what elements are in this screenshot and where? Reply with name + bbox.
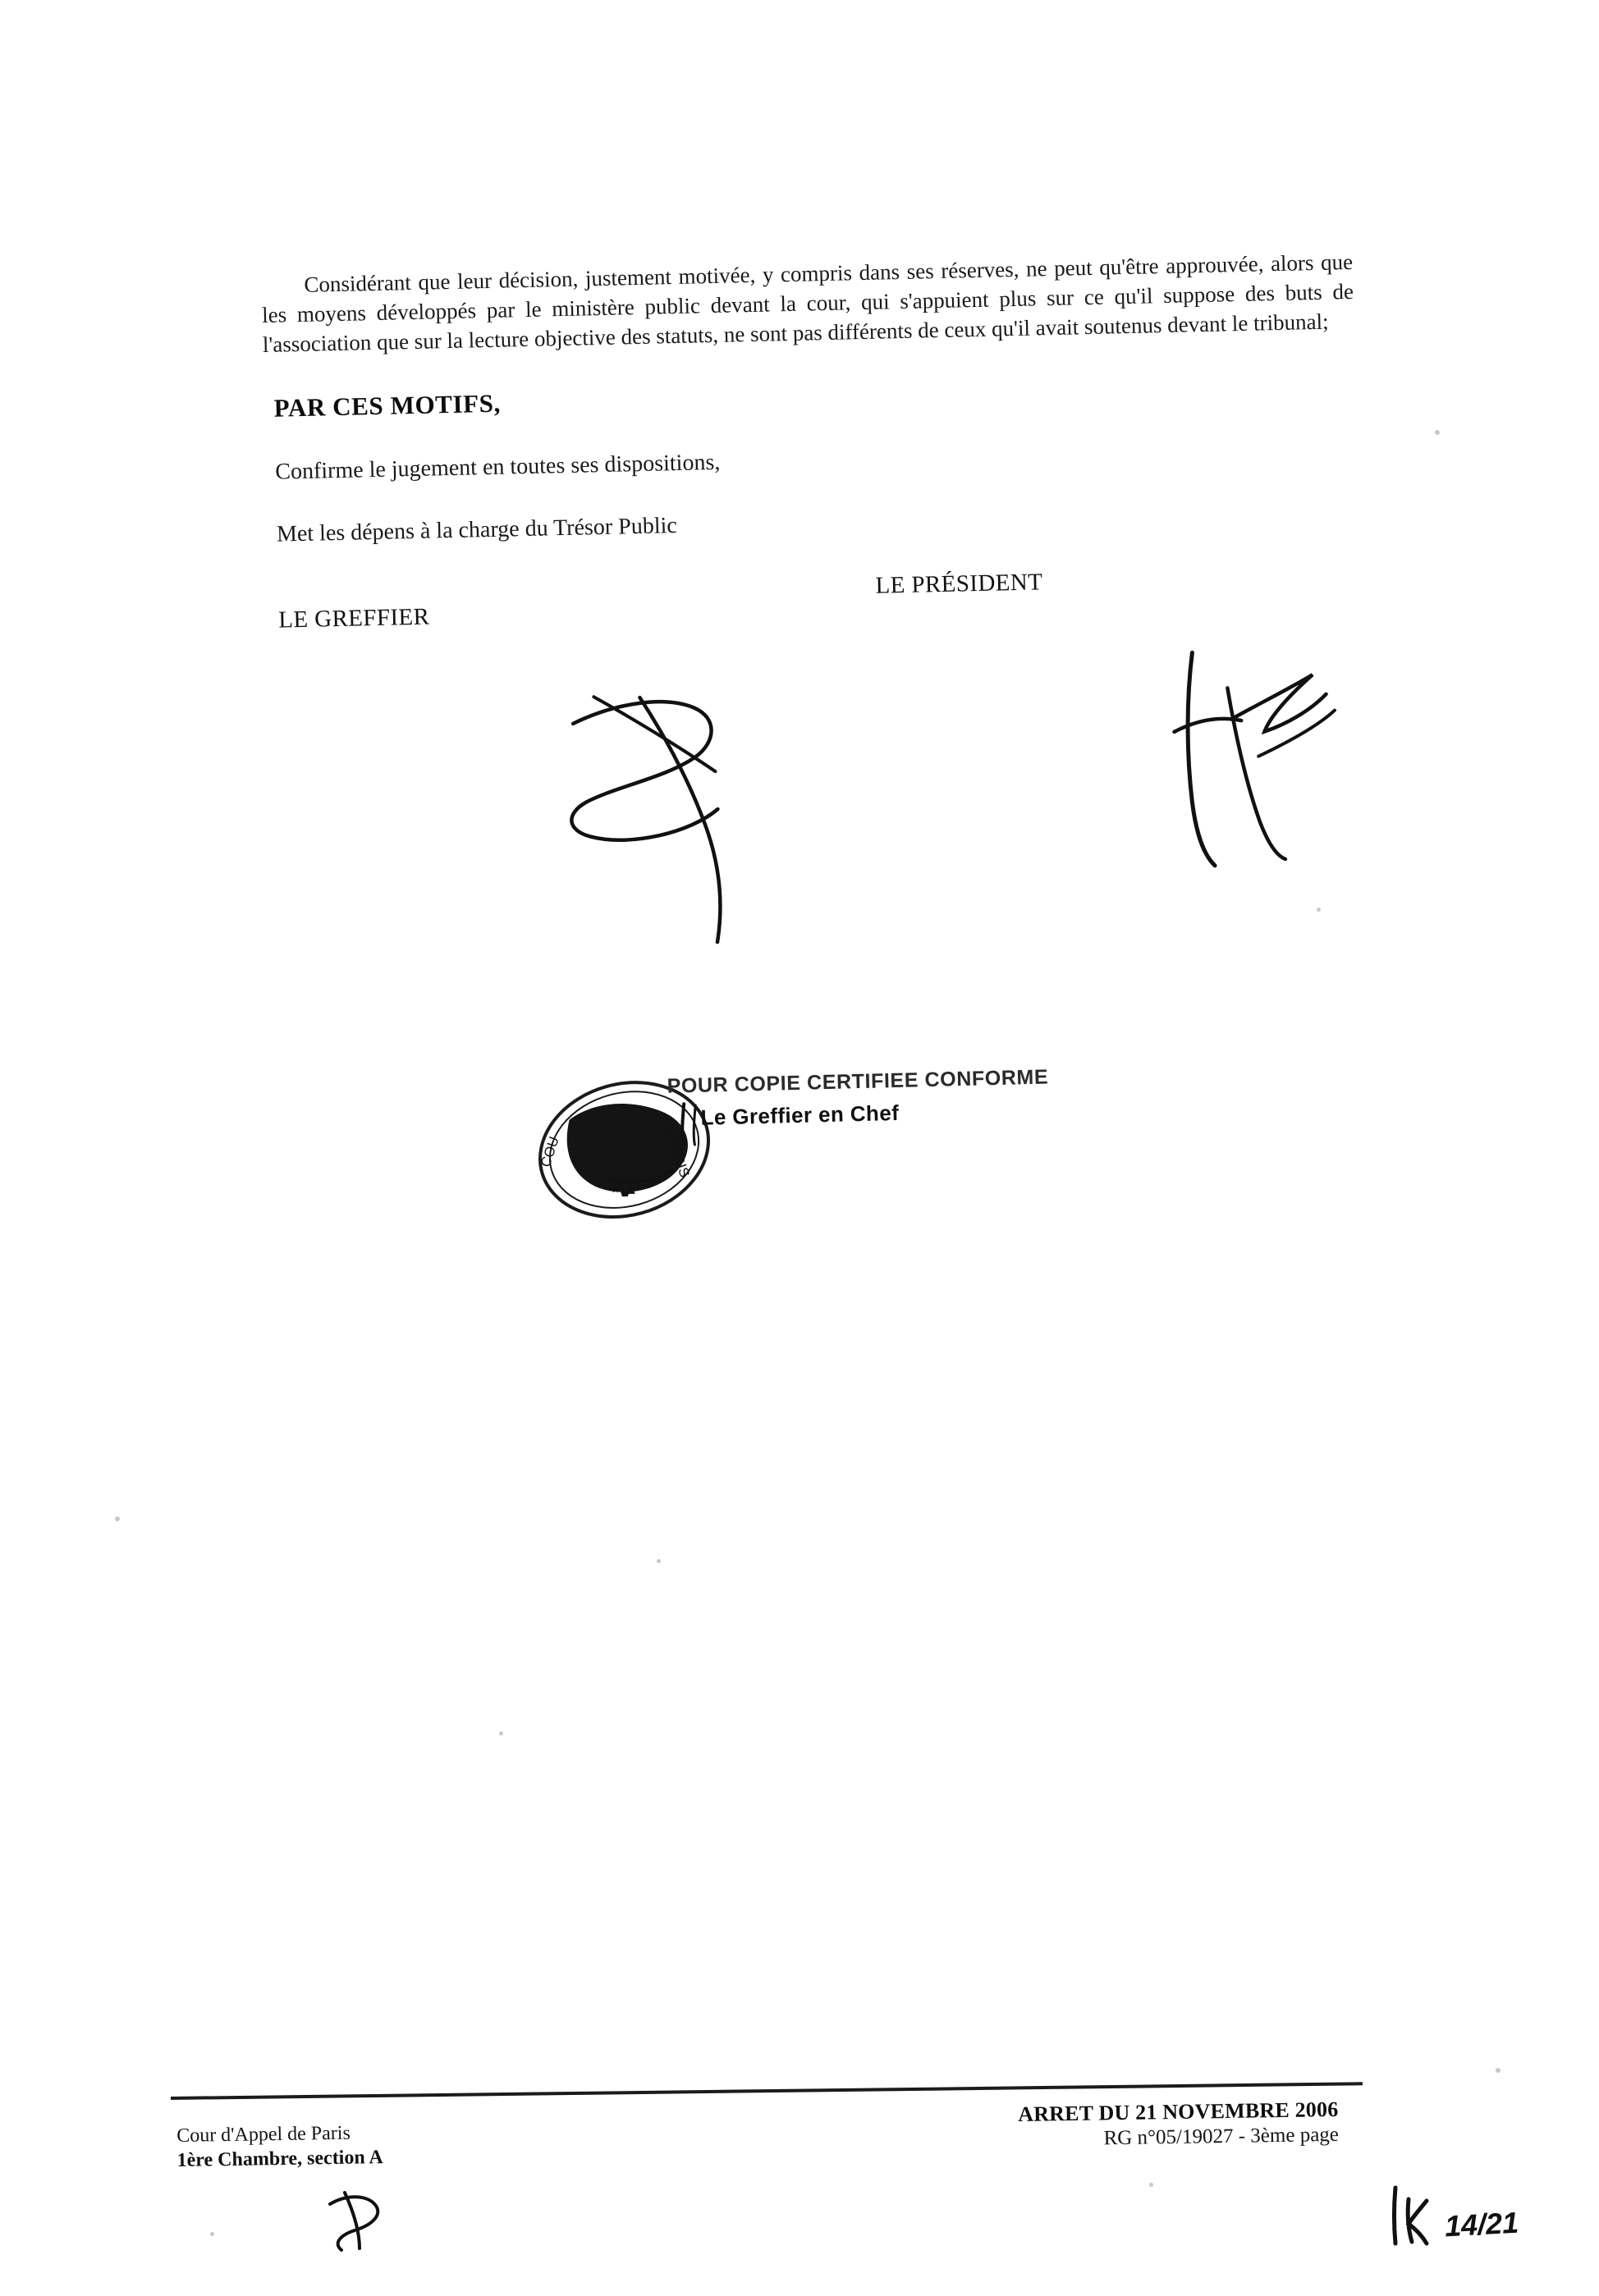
scan-speck xyxy=(499,1731,503,1736)
signature-label-president: LE PRÉSIDENT xyxy=(875,569,1043,599)
scan-speck xyxy=(210,2232,214,2236)
footer-reference: RG n°05/19027 - 3ème page xyxy=(1103,2123,1340,2150)
paragraph-considerant xyxy=(261,247,1354,359)
scan-speck xyxy=(1149,2183,1153,2187)
footer-arret-title: ARRET DU 21 NOVEMBRE 2006 xyxy=(1018,2097,1339,2126)
signature-label-greffier: LE GREFFIER xyxy=(277,603,430,633)
footer-initial-mark xyxy=(312,2183,402,2257)
footer-chamber: 1ère Chambre, section A xyxy=(176,2147,383,2171)
footer-divider xyxy=(171,2082,1363,2100)
signature-president-ink xyxy=(1164,629,1481,881)
document-body xyxy=(261,247,1360,633)
stamp-line-1: POUR COPIE CERTIFIEE CONFORME xyxy=(667,1065,1049,1098)
disposition-confirme: Confirme le jugement en toutes ses dispositions, xyxy=(275,449,721,485)
svg-text:E PARIS: E PARIS xyxy=(660,1123,693,1180)
stamp-initial-mark xyxy=(671,1099,708,1149)
scan-speck xyxy=(1317,908,1321,912)
svg-text:★: ★ xyxy=(610,1182,621,1196)
scan-speck xyxy=(1435,430,1440,435)
signature-greffier-ink xyxy=(541,668,876,971)
footer-right xyxy=(1018,2097,1339,2152)
stamp-line-2: Le Greffier en Chef xyxy=(700,1100,900,1130)
scan-speck xyxy=(115,1516,120,1521)
svg-text:COU: COU xyxy=(537,1134,562,1169)
footer-left xyxy=(176,2122,383,2172)
disposition-depens: Met les dépens à la charge du Trésor Public xyxy=(276,513,678,547)
scan-speck xyxy=(657,1559,661,1563)
certification-stamp xyxy=(525,1053,1104,1231)
signature-greffier xyxy=(541,668,892,971)
paragraph-text: Considérant que leur décision, justement motivée, y compris dans ses réserves, ne peut qu'être approuvée, alors que les moyens développés par le ministère public devant la cour, qui s'appuient plus sur ce qu'il suppose des buts de l'association que sur la lecture objective des statuts, ne sont pas différents de ceux qu'il avait soutenus devant le tribunal; xyxy=(261,249,1354,357)
signature-president xyxy=(1164,628,1514,881)
handwritten-page-number: 14/21 xyxy=(1443,2205,1520,2243)
page-number-initial-mark xyxy=(1384,2183,1433,2248)
footer-court-name: Cour d'Appel de Paris xyxy=(176,2122,351,2147)
scan-speck xyxy=(1496,2068,1500,2073)
page-title: PAR CES MOTIFS, xyxy=(273,388,502,423)
